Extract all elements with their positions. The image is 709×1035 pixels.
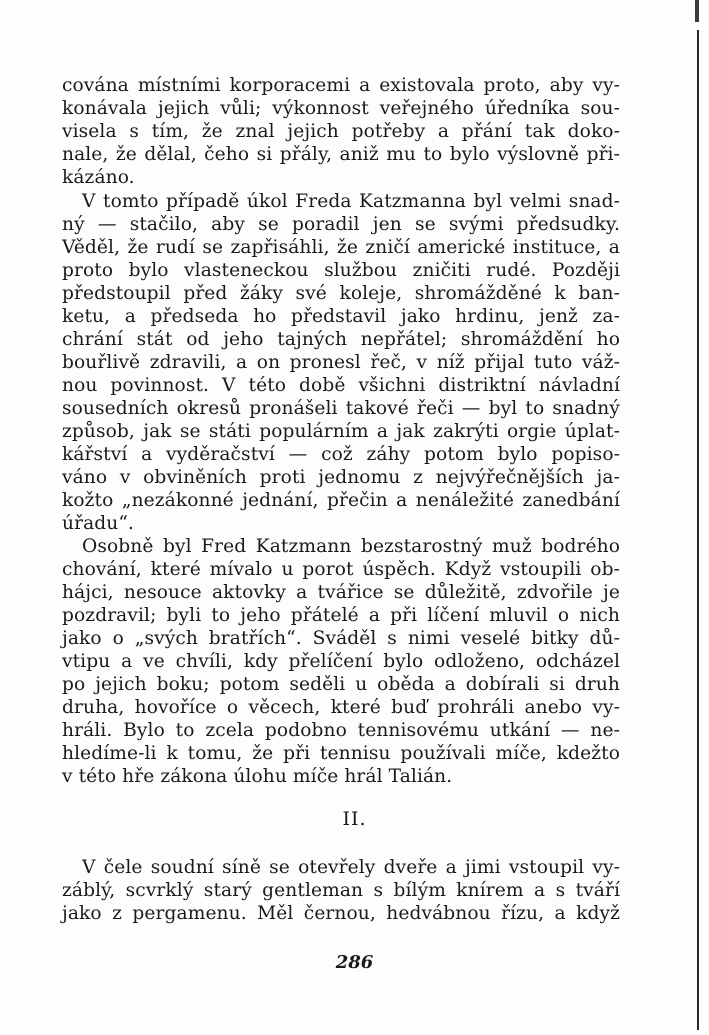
paragraph-4: [62, 856, 620, 925]
text-line: v této hře zákona úlohu míče hrál Talián.: [62, 766, 453, 787]
paragraph-3: [62, 535, 620, 788]
text-line: jako o „svých bratřích“. Sváděl s nimi veselé bitky dů-: [62, 628, 620, 649]
text-line: kářství a vyděračství — což záhy potom bylo popiso-: [62, 444, 620, 465]
text-line: ketu, a předseda ho představil jako hrdinu, jenž za-: [62, 306, 620, 327]
paragraph-1: [62, 74, 620, 189]
text-line: ný — stačilo, aby se poradil jen se svými předsudky.: [62, 214, 620, 235]
page-number: 286: [335, 952, 374, 973]
text-line: V čele soudní síně se otevřely dveře a jimi vstoupil vy-: [82, 857, 620, 878]
text-line: cována místními korporacemi a existovala proto, aby vy-: [62, 75, 620, 96]
text-line: vtipu a ve chvíli, kdy přelíčení bylo odloženo, odcházel: [62, 651, 620, 672]
text-line: visela s tím, že znal jejich potřeby a přání tak doko-: [62, 121, 620, 142]
text-line: nou povinnost. V této době všichni distriktní návladní: [62, 375, 620, 396]
page-edge-line: [697, 30, 699, 1030]
text-line: konávala jejich vůli; výkonnost veřejného úředníka sou-: [62, 98, 620, 119]
text-line: kázáno.: [62, 167, 135, 188]
text-line: hráli. Bylo to zcela podobno tennisovému utkání — ne-: [62, 720, 620, 741]
text-line: proto bylo vlasteneckou službou zničiti rudé. Později: [62, 260, 620, 281]
text-line: předstoupil před žáky své koleje, shromážděné k ban-: [62, 283, 620, 304]
text-line: úřadu“.: [62, 513, 134, 534]
text-line: druha, hovoříce o věcech, které buď prohráli anebo vy-: [62, 697, 620, 718]
text-line: nale, že dělal, čeho si přály, aniž mu to bylo výslovně při-: [62, 144, 620, 165]
paragraph-2: [62, 190, 620, 535]
text-line: sousedních okresů pronášeli takové řeči — byl to snadný: [62, 398, 620, 419]
text-line: hájci, nesouce aktovky a tvářice se důležitě, zdvořile je: [62, 582, 620, 603]
text-line: Věděl, že rudí se zapřisáhli, že zničí americké instituce, a: [62, 237, 620, 258]
text-line: Osobně byl Fred Katzmann bezstarostný muž bodrého: [82, 536, 620, 557]
text-line: bouřlivě zdravili, a on pronesl řeč, v níž přijal tuto váž-: [62, 352, 620, 373]
text-line: chrání stát od jeho tajných nepřátel; shromáždění ho: [62, 329, 620, 350]
text-line: váno v obviněních proti jednomu z nejvýřečnějších ja-: [62, 467, 620, 488]
text-line: způsob, jak se státi populárním a jak zakrýti orgie úplat-: [62, 421, 620, 442]
text-line: pozdravil; byli to jeho přátelé a při líčení mluvil o nich: [62, 605, 620, 626]
text-line: po jejich boku; potom seděli u oběda a dobírali si druh: [62, 674, 620, 695]
text-line: jako z pergamenu. Měl černou, hedvábnou řízu, a když: [62, 903, 620, 924]
text-line: kožto „nezákonné jednání, přečin a nenáležité zanedbání: [62, 490, 620, 511]
text-line: V tomto případě úkol Freda Katzmanna byl velmi snad-: [82, 191, 620, 212]
text-line: chování, které mívalo u porot úspěch. Když vstoupili ob-: [62, 559, 620, 580]
text-line: záblý, scvrklý starý gentleman s bílým knírem a s tváří: [62, 880, 620, 901]
text-line: hledíme-li k tomu, že při tennisu používali míče, kdežto: [62, 743, 620, 764]
section-heading: II.: [342, 808, 367, 830]
page-edge-mark: [695, 0, 699, 22]
